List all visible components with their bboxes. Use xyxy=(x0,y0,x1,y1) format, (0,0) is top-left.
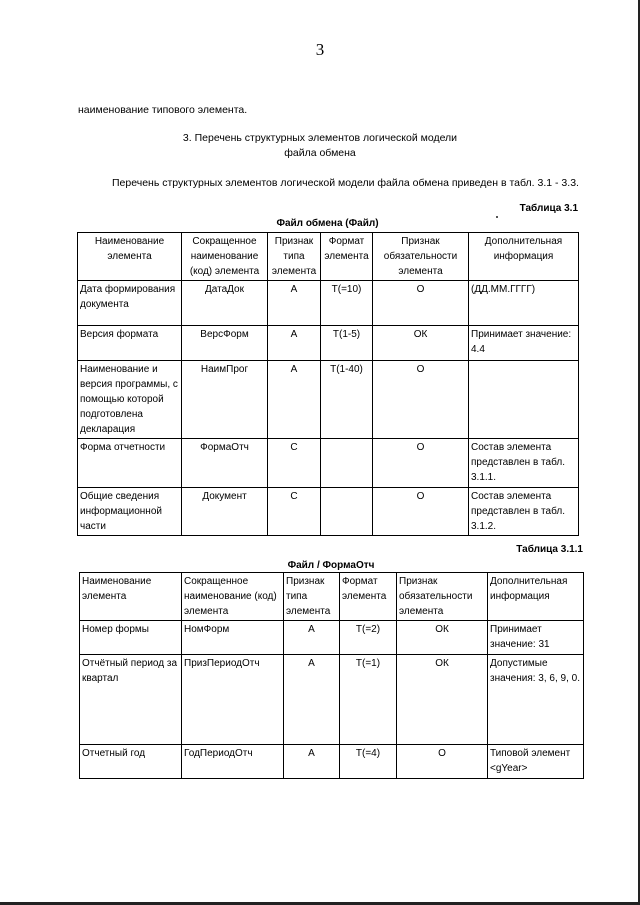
cell-type: А xyxy=(268,361,321,439)
section-heading-line2: файла обмена xyxy=(284,147,356,159)
page-number: 3 xyxy=(315,40,325,59)
cell-required: О xyxy=(373,439,469,488)
cell-code: НаимПрог xyxy=(182,361,268,439)
cell-name: Дата формирования документа xyxy=(78,281,182,326)
cell-type: А xyxy=(268,281,321,326)
cell-format: Т(1-5) xyxy=(321,326,373,361)
cell-type: А xyxy=(268,326,321,361)
intro-paragraph: Перечень структурных элементов логической модели файла обмена приведен в табл. 3.1 - 3.3. xyxy=(112,177,579,189)
cell-required: ОК xyxy=(397,621,488,655)
cell-code: ДатаДок xyxy=(182,281,268,326)
table2-header-row xyxy=(80,573,584,621)
cell-info: Состав элемента представлен в табл. 3.1.2. xyxy=(469,488,579,536)
cell-info: Принимает значение: 31 xyxy=(488,621,584,655)
cell-format: Т(=10) xyxy=(321,281,373,326)
cell-type: С xyxy=(268,439,321,488)
cell-code: ГодПериодОтч xyxy=(182,745,284,779)
cell-format: Т(=1) xyxy=(340,655,397,745)
t1-header-name: Наименование элемента xyxy=(78,233,182,281)
cell-required: О xyxy=(373,281,469,326)
cell-name: Наименование и версия программы, с помощью которой подготовлена декларация xyxy=(78,361,182,439)
t2-header-name: Наименование элемента xyxy=(80,573,182,621)
table1-header-row xyxy=(78,233,579,281)
cell-info: (ДД.ММ.ГГГГ) xyxy=(469,281,579,326)
cell-name: Форма отчетности xyxy=(78,439,182,488)
cell-name: Номер формы xyxy=(80,621,182,655)
cell-format xyxy=(321,439,373,488)
t2-header-type: Признак типа элемента xyxy=(284,573,340,621)
t2-header-code: Сокращенное наименование (код) элемента xyxy=(182,573,284,621)
cell-required: ОК xyxy=(397,655,488,745)
table-row xyxy=(78,281,579,326)
cell-required: О xyxy=(373,488,469,536)
cell-code: НомФорм xyxy=(182,621,284,655)
table-row xyxy=(80,621,584,655)
cell-code: Документ xyxy=(182,488,268,536)
table-row xyxy=(78,488,579,536)
table-3-1 xyxy=(77,232,579,536)
cell-format: Т(=2) xyxy=(340,621,397,655)
cell-name: Общие сведения информационной части xyxy=(78,488,182,536)
t1-header-type: Признак типа элемента xyxy=(268,233,321,281)
t1-header-code: Сокращенное наименование (код) элемента xyxy=(182,233,268,281)
t2-header-format: Формат элемента xyxy=(340,573,397,621)
table2-label: Таблица 3.1.1 xyxy=(516,544,583,555)
intro-line: наименование типового элемента. xyxy=(78,104,248,116)
cell-info: Состав элемента представлен в табл. 3.1.1. xyxy=(469,439,579,488)
cell-type: А xyxy=(284,745,340,779)
cell-code: ПризПериодОтч xyxy=(182,655,284,745)
cell-code: ФормаОтч xyxy=(182,439,268,488)
table-row xyxy=(80,745,584,779)
cell-name: Отчётный период за квартал xyxy=(80,655,182,745)
table-3-1-1 xyxy=(79,572,584,779)
section-heading-line1: 3. Перечень структурных элементов логической модели xyxy=(182,132,458,144)
cell-format xyxy=(321,488,373,536)
table1-label: Таблица 3.1 xyxy=(519,203,578,214)
cell-info: Типовой элемент <gYear> xyxy=(488,745,584,779)
cell-info: Допустимые значения: 3, 6, 9, 0. xyxy=(488,655,584,745)
cell-required: О xyxy=(397,745,488,779)
cell-required: ОК xyxy=(373,326,469,361)
table-row xyxy=(78,439,579,488)
cell-required: О xyxy=(373,361,469,439)
table-row xyxy=(78,326,579,361)
cell-name: Версия формата xyxy=(78,326,182,361)
cell-code: ВерсФорм xyxy=(182,326,268,361)
cell-format: Т(=4) xyxy=(340,745,397,779)
cell-info: Принимает значение: 4.4 xyxy=(469,326,579,361)
cell-name: Отчетный год xyxy=(80,745,182,779)
cell-info xyxy=(469,361,579,439)
t2-header-required: Признак обязательности элемента xyxy=(397,573,488,621)
t1-header-format: Формат элемента xyxy=(321,233,373,281)
t1-header-required: Признак обязательности элемента xyxy=(373,233,469,281)
table-row xyxy=(78,361,579,439)
cell-type: С xyxy=(268,488,321,536)
cell-format: Т(1-40) xyxy=(321,361,373,439)
t1-header-info: Дополнительная информация xyxy=(469,233,579,281)
t2-header-info: Дополнительная информация xyxy=(488,573,584,621)
cell-type: А xyxy=(284,655,340,745)
cell-type: А xyxy=(284,621,340,655)
table1-title: Файл обмена (Файл) xyxy=(276,218,379,229)
table-row xyxy=(80,655,584,745)
table2-title: Файл / ФормаОтч xyxy=(287,560,375,571)
